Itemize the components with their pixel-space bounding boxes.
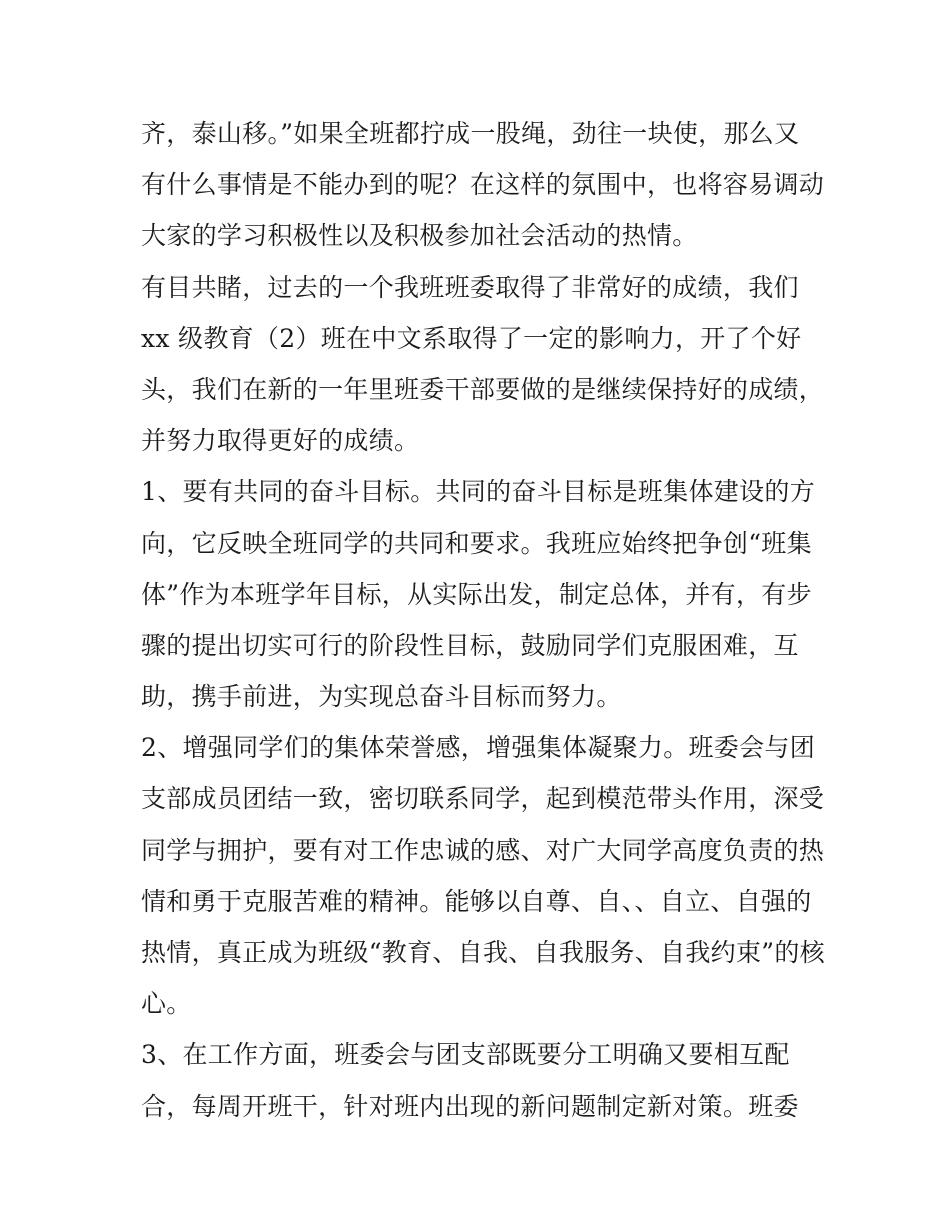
text-line: 有什么事情是不能办到的呢？在这样的氛围中，也将容易调动 [141, 170, 825, 200]
text-line: 向，它反映全班同学的共同和要求。我班应始终把争创“班集 [141, 528, 812, 558]
text-line: 体”作为本班学年目标，从实际出发，制定总体，并有，有步 [141, 579, 812, 609]
text-line: 热情，真正成为班级“教育、自我、自我服务、自我约束”的核 [141, 938, 825, 967]
text-line: 1、要有共同的奋斗目标。共同的奋斗目标是班集体建设的方 [141, 477, 816, 507]
document-body [141, 108, 825, 1132]
text-line: 齐，泰山移。”如果全班都拧成一股绳，劲往一块使，那么又 [141, 119, 800, 148]
text-line: 2、增强同学们的集体荣誉感，增强集体凝聚力。班委会与团 [141, 733, 816, 763]
text-line: 支部成员团结一致，密切联系同学，起到模范带头作用，深受 [141, 784, 825, 814]
text-line: 情和勇于克服苦难的精神。能够以自尊、自、、自立、自强的 [141, 886, 812, 916]
text-line: 并努力取得更好的成绩。 [141, 426, 420, 456]
text-line: xx 级教育（2）班在中文系取得了一定的影响力，开了个好 [141, 323, 802, 353]
text-line: 心。 [141, 989, 192, 1019]
text-line: 同学与拥护，要有对工作忠诚的感、对广大同学高度负责的热 [141, 835, 825, 865]
text-line: 大家的学习积极性以及积极参加社会活动的热情。 [141, 221, 698, 251]
text-line: 3、在工作方面，班委会与团支部既要分工明确又要相互配 [141, 1040, 790, 1070]
text-line: 合，每周开班干，针对班内出现的新问题制定新对策。班委 [141, 1091, 799, 1121]
text-line: 骤的提出切实可行的阶段性目标，鼓励同学们克服困难，互 [141, 630, 799, 660]
text-line: 助，携手前进，为实现总奋斗目标而努力。 [141, 682, 622, 712]
text-line: 有目共睹，过去的一个我班班委取得了非常好的成绩，我们 [141, 272, 799, 302]
text-line: 头，我们在新的一年里班委干部要做的是继续保持好的成绩， [141, 374, 825, 404]
